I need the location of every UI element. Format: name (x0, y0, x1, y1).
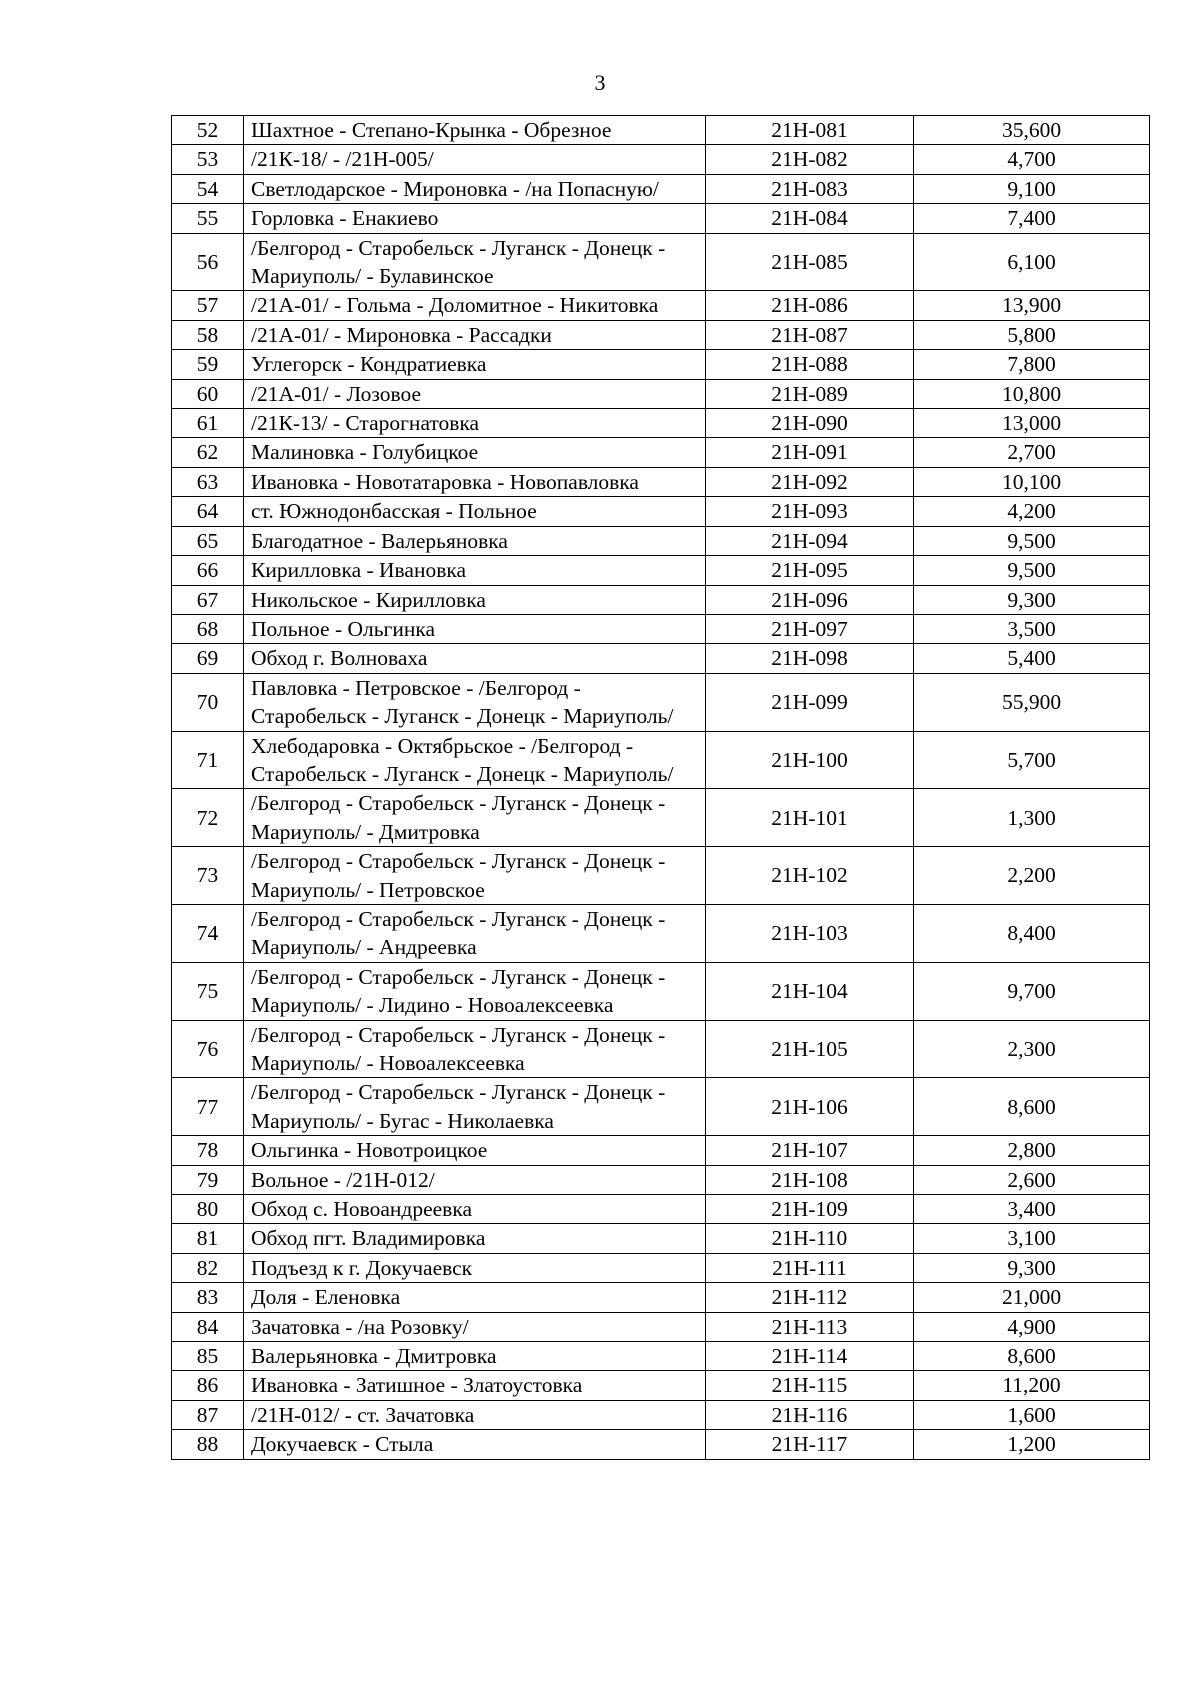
row-number-cell: 77 (172, 1078, 244, 1136)
road-code-cell: 21Н-095 (706, 556, 914, 585)
road-name-cell: Обход г. Волноваха (244, 644, 706, 673)
row-number-cell: 70 (172, 673, 244, 731)
road-length-cell: 9,700 (914, 962, 1150, 1020)
road-length-cell: 1,200 (914, 1430, 1150, 1459)
road-name-cell: /Белгород - Старобельск - Луганск - Донецк - Мариуполь/ - Лидино - Новоалексеевка (244, 962, 706, 1020)
road-name-cell: Горловка - Енакиево (244, 204, 706, 233)
table-row (172, 1078, 1150, 1136)
road-length-cell: 8,600 (914, 1078, 1150, 1136)
road-name-cell: /Белгород - Старобельск - Луганск - Донецк - Мариуполь/ - Булавинское (244, 233, 706, 291)
row-number-cell: 55 (172, 204, 244, 233)
road-length-cell: 7,400 (914, 204, 1150, 233)
table-row (172, 438, 1150, 467)
road-code-cell: 21Н-107 (706, 1136, 914, 1165)
road-length-cell: 35,600 (914, 116, 1150, 145)
road-name-cell: /21А-01/ - Лозовое (244, 379, 706, 408)
row-number-cell: 53 (172, 145, 244, 174)
road-length-cell: 3,400 (914, 1195, 1150, 1224)
row-number-cell: 67 (172, 585, 244, 614)
table-row (172, 409, 1150, 438)
road-name-cell: Зачатовка - /на Розовку/ (244, 1312, 706, 1341)
road-name-cell: Ольгинка - Новотроицкое (244, 1136, 706, 1165)
road-length-cell: 2,200 (914, 847, 1150, 905)
road-length-cell: 4,900 (914, 1312, 1150, 1341)
row-number-cell: 73 (172, 847, 244, 905)
row-number-cell: 86 (172, 1371, 244, 1400)
table-row (172, 614, 1150, 643)
table-row (172, 1020, 1150, 1078)
road-length-cell: 13,000 (914, 409, 1150, 438)
row-number-cell: 74 (172, 904, 244, 962)
row-number-cell: 66 (172, 556, 244, 585)
road-code-cell: 21Н-109 (706, 1195, 914, 1224)
page-number: 3 (594, 70, 606, 95)
table-row (172, 644, 1150, 673)
row-number-cell: 71 (172, 731, 244, 789)
road-name-cell: Ивановка - Затишное - Златоустовка (244, 1371, 706, 1400)
road-code-cell: 21Н-103 (706, 904, 914, 962)
table-row (172, 1400, 1150, 1429)
road-code-cell: 21Н-096 (706, 585, 914, 614)
road-name-cell: /21К-18/ - /21Н-005/ (244, 145, 706, 174)
road-code-cell: 21Н-088 (706, 350, 914, 379)
road-name-cell: ст. Южнодонбасская - Польное (244, 497, 706, 526)
road-name-cell: /Белгород - Старобельск - Луганск - Донецк - Мариуполь/ - Бугас - Николаевка (244, 1078, 706, 1136)
road-length-cell: 2,700 (914, 438, 1150, 467)
road-code-cell: 21Н-098 (706, 644, 914, 673)
table-row (172, 904, 1150, 962)
road-name-cell: /21А-01/ - Гольма - Доломитное - Никитовка (244, 291, 706, 320)
row-number-cell: 84 (172, 1312, 244, 1341)
road-name-cell: Подъезд к г. Докучаевск (244, 1253, 706, 1282)
road-name-cell: /21К-13/ - Старогнатовка (244, 409, 706, 438)
table-row (172, 731, 1150, 789)
road-name-cell: Ивановка - Новотатаровка - Новопавловка (244, 467, 706, 496)
table-row (172, 467, 1150, 496)
road-code-cell: 21Н-104 (706, 962, 914, 1020)
road-name-cell: /Белгород - Старобельск - Луганск - Донецк - Мариуполь/ - Андреевка (244, 904, 706, 962)
row-number-cell: 69 (172, 644, 244, 673)
road-length-cell: 8,600 (914, 1342, 1150, 1371)
road-length-cell: 9,500 (914, 526, 1150, 555)
table-row (172, 1253, 1150, 1282)
road-length-cell: 1,600 (914, 1400, 1150, 1429)
table-row (172, 556, 1150, 585)
row-number-cell: 60 (172, 379, 244, 408)
road-code-cell: 21Н-108 (706, 1165, 914, 1194)
road-length-cell: 9,300 (914, 1253, 1150, 1282)
road-name-cell: Валерьяновка - Дмитровка (244, 1342, 706, 1371)
road-length-cell: 4,200 (914, 497, 1150, 526)
road-length-cell: 11,200 (914, 1371, 1150, 1400)
road-length-cell: 55,900 (914, 673, 1150, 731)
road-code-cell: 21Н-101 (706, 789, 914, 847)
road-length-cell: 2,600 (914, 1165, 1150, 1194)
row-number-cell: 79 (172, 1165, 244, 1194)
road-code-cell: 21Н-102 (706, 847, 914, 905)
table-row (172, 962, 1150, 1020)
table-row (172, 379, 1150, 408)
road-length-cell: 9,500 (914, 556, 1150, 585)
row-number-cell: 78 (172, 1136, 244, 1165)
road-code-cell: 21Н-087 (706, 320, 914, 349)
table-row (172, 1342, 1150, 1371)
row-number-cell: 81 (172, 1224, 244, 1253)
row-number-cell: 54 (172, 174, 244, 203)
road-code-cell: 21Н-112 (706, 1283, 914, 1312)
road-code-cell: 21Н-085 (706, 233, 914, 291)
table-row (172, 585, 1150, 614)
road-name-cell: Обход пгт. Владимировка (244, 1224, 706, 1253)
road-length-cell: 13,900 (914, 291, 1150, 320)
road-code-cell: 21Н-081 (706, 116, 914, 145)
row-number-cell: 87 (172, 1400, 244, 1429)
roads-table (171, 115, 1150, 1460)
row-number-cell: 76 (172, 1020, 244, 1078)
road-code-cell: 21Н-115 (706, 1371, 914, 1400)
road-name-cell: Павловка - Петровское - /Белгород - Старобельск - Луганск - Донецк - Мариуполь/ (244, 673, 706, 731)
road-name-cell: Обход с. Новоандреевка (244, 1195, 706, 1224)
road-code-cell: 21Н-111 (706, 1253, 914, 1282)
road-code-cell: 21Н-106 (706, 1078, 914, 1136)
row-number-cell: 56 (172, 233, 244, 291)
road-length-cell: 4,700 (914, 145, 1150, 174)
road-length-cell: 9,100 (914, 174, 1150, 203)
road-name-cell: Малиновка - Голубицкое (244, 438, 706, 467)
road-length-cell: 10,800 (914, 379, 1150, 408)
road-name-cell: Кирилловка - Ивановка (244, 556, 706, 585)
row-number-cell: 59 (172, 350, 244, 379)
table-row (172, 145, 1150, 174)
road-name-cell: Вольное - /21Н-012/ (244, 1165, 706, 1194)
table-row (172, 1283, 1150, 1312)
row-number-cell: 58 (172, 320, 244, 349)
row-number-cell: 64 (172, 497, 244, 526)
row-number-cell: 75 (172, 962, 244, 1020)
table-row (172, 233, 1150, 291)
table-row (172, 497, 1150, 526)
row-number-cell: 80 (172, 1195, 244, 1224)
table-row (172, 204, 1150, 233)
road-code-cell: 21Н-090 (706, 409, 914, 438)
road-code-cell: 21Н-089 (706, 379, 914, 408)
table-row (172, 673, 1150, 731)
road-length-cell: 3,100 (914, 1224, 1150, 1253)
road-code-cell: 21Н-084 (706, 204, 914, 233)
table-row (172, 1312, 1150, 1341)
road-name-cell: Благодатное - Валерьяновка (244, 526, 706, 555)
road-name-cell: /Белгород - Старобельск - Луганск - Донецк - Мариуполь/ - Петровское (244, 847, 706, 905)
roads-table-body (172, 116, 1150, 1460)
row-number-cell: 68 (172, 614, 244, 643)
road-code-cell: 21Н-110 (706, 1224, 914, 1253)
table-row (172, 1430, 1150, 1459)
row-number-cell: 61 (172, 409, 244, 438)
road-code-cell: 21Н-094 (706, 526, 914, 555)
row-number-cell: 62 (172, 438, 244, 467)
road-code-cell: 21Н-086 (706, 291, 914, 320)
road-code-cell: 21Н-114 (706, 1342, 914, 1371)
row-number-cell: 83 (172, 1283, 244, 1312)
road-code-cell: 21Н-113 (706, 1312, 914, 1341)
road-code-cell: 21Н-082 (706, 145, 914, 174)
road-length-cell: 2,300 (914, 1020, 1150, 1078)
road-length-cell: 5,800 (914, 320, 1150, 349)
table-row (172, 526, 1150, 555)
table-row (172, 1165, 1150, 1194)
road-length-cell: 5,700 (914, 731, 1150, 789)
table-row (172, 350, 1150, 379)
road-code-cell: 21Н-117 (706, 1430, 914, 1459)
table-row (172, 1224, 1150, 1253)
road-name-cell: /21А-01/ - Мироновка - Рассадки (244, 320, 706, 349)
table-row (172, 847, 1150, 905)
road-length-cell: 3,500 (914, 614, 1150, 643)
table-row (172, 320, 1150, 349)
row-number-cell: 52 (172, 116, 244, 145)
row-number-cell: 72 (172, 789, 244, 847)
road-name-cell: Докучаевск - Стыла (244, 1430, 706, 1459)
road-code-cell: 21Н-083 (706, 174, 914, 203)
road-code-cell: 21Н-091 (706, 438, 914, 467)
road-name-cell: /Белгород - Старобельск - Луганск - Донецк - Мариуполь/ - Дмитровка (244, 789, 706, 847)
road-length-cell: 9,300 (914, 585, 1150, 614)
road-name-cell: Доля - Еленовка (244, 1283, 706, 1312)
road-name-cell: Шахтное - Степано-Крынка - Обрезное (244, 116, 706, 145)
row-number-cell: 82 (172, 1253, 244, 1282)
table-row (172, 1136, 1150, 1165)
road-code-cell: 21Н-092 (706, 467, 914, 496)
road-length-cell: 10,100 (914, 467, 1150, 496)
road-code-cell: 21Н-097 (706, 614, 914, 643)
road-code-cell: 21Н-105 (706, 1020, 914, 1078)
row-number-cell: 57 (172, 291, 244, 320)
road-name-cell: Никольское - Кирилловка (244, 585, 706, 614)
road-name-cell: Светлодарское - Мироновка - /на Попасную/ (244, 174, 706, 203)
road-code-cell: 21Н-099 (706, 673, 914, 731)
road-code-cell: 21Н-093 (706, 497, 914, 526)
road-name-cell: /Белгород - Старобельск - Луганск - Донецк - Мариуполь/ - Новоалексеевка (244, 1020, 706, 1078)
row-number-cell: 63 (172, 467, 244, 496)
road-code-cell: 21Н-116 (706, 1400, 914, 1429)
road-length-cell: 7,800 (914, 350, 1150, 379)
road-length-cell: 1,300 (914, 789, 1150, 847)
row-number-cell: 65 (172, 526, 244, 555)
table-row (172, 174, 1150, 203)
road-name-cell: /21Н-012/ - ст. Зачатовка (244, 1400, 706, 1429)
road-length-cell: 5,400 (914, 644, 1150, 673)
road-length-cell: 6,100 (914, 233, 1150, 291)
road-length-cell: 2,800 (914, 1136, 1150, 1165)
road-length-cell: 21,000 (914, 1283, 1150, 1312)
table-row (172, 116, 1150, 145)
table-row (172, 291, 1150, 320)
road-name-cell: Углегорск - Кондратиевка (244, 350, 706, 379)
road-length-cell: 8,400 (914, 904, 1150, 962)
table-row (172, 1371, 1150, 1400)
road-name-cell: Польное - Ольгинка (244, 614, 706, 643)
road-name-cell: Хлебодаровка - Октябрьское - /Белгород - Старобельск - Луганск - Донецк - Мариуполь/ (244, 731, 706, 789)
row-number-cell: 88 (172, 1430, 244, 1459)
table-row (172, 789, 1150, 847)
table-row (172, 1195, 1150, 1224)
row-number-cell: 85 (172, 1342, 244, 1371)
road-code-cell: 21Н-100 (706, 731, 914, 789)
